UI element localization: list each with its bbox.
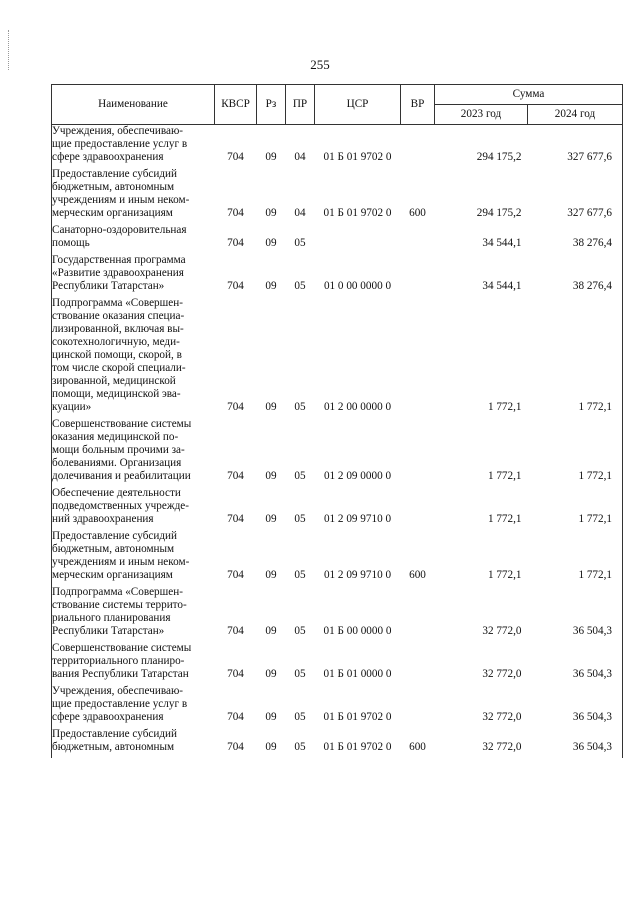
cell-name-line: Предоставление субсидий — [52, 168, 178, 180]
cell-tsr: 01 2 09 9710 0 — [323, 513, 392, 525]
cell-pr: 05 — [294, 401, 306, 413]
cell-name-line: Подпрограмма «Совершен- — [52, 297, 183, 309]
cell-rz: 09 — [265, 237, 277, 249]
table-row — [52, 254, 623, 297]
table-row — [52, 586, 623, 642]
cell-pr: 05 — [294, 470, 306, 482]
cell-vr — [401, 125, 435, 169]
cell-name-line: куации» — [52, 401, 92, 413]
cell-name-line: риального планирования — [52, 612, 171, 624]
page-number: 255 — [310, 57, 330, 72]
cell-tsr: 01 2 09 0000 0 — [323, 470, 392, 482]
cell-name-line: помощь — [52, 237, 90, 249]
cell-vr — [401, 487, 435, 530]
cell-name-line: Предоставление субсидий — [52, 728, 178, 740]
cell-kvsr: 704 — [227, 470, 244, 482]
cell-sum-2023: 1 772,1 — [487, 401, 522, 413]
cell-name-line: зированной, медицинской — [52, 375, 176, 387]
cell-tsr: 01 Б 01 9702 0 — [323, 711, 392, 723]
cell-vr: 600 — [409, 207, 426, 219]
cell-kvsr: 704 — [227, 513, 244, 525]
cell-vr — [401, 642, 435, 685]
cell-kvsr: 704 — [227, 625, 244, 637]
cell-name-line: вания Республики Татарстан — [52, 668, 189, 680]
table-header — [52, 85, 623, 125]
cell-kvsr: 704 — [227, 237, 244, 249]
col-header-vr: ВР — [401, 85, 435, 125]
cell-sum-2024: 36 504,3 — [528, 728, 623, 758]
table-row — [52, 728, 623, 758]
cell-name — [52, 530, 215, 586]
cell-vr — [401, 254, 435, 297]
cell-rz: 09 — [265, 513, 277, 525]
cell-kvsr: 704 — [227, 569, 244, 581]
cell-name-line: том числе скорой специали- — [52, 362, 186, 374]
cell-sum-2023: 1 772,1 — [487, 513, 522, 525]
cell-name — [52, 297, 215, 418]
cell-name — [52, 487, 215, 530]
cell-pr: 05 — [294, 237, 306, 249]
cell-pr: 05 — [294, 668, 306, 680]
cell-tsr: 01 2 00 0000 0 — [323, 401, 392, 413]
cell-name-line: Учреждения, обеспечиваю- — [52, 125, 184, 137]
cell-name-line: Учреждения, обеспечиваю- — [52, 685, 184, 697]
table-row — [52, 125, 623, 169]
col-header-sum: Сумма — [435, 85, 623, 105]
cell-pr: 04 — [294, 207, 306, 219]
cell-name-line: Обеспечение деятельности — [52, 487, 181, 499]
cell-sum-2024: 38 276,4 — [528, 224, 623, 254]
cell-name-line: Предоставление субсидий — [52, 530, 178, 542]
col-header-2024: 2024 год — [528, 105, 623, 125]
cell-name — [52, 728, 215, 758]
cell-name-line: долечивания и реабилитации — [52, 470, 191, 482]
cell-name-line: Совершенствование системы — [52, 418, 192, 430]
cell-name-line: бюджетным, автономным — [52, 741, 175, 753]
cell-pr: 04 — [294, 151, 306, 163]
cell-tsr: 01 Б 01 9702 0 — [323, 207, 392, 219]
col-header-rz: Рз — [257, 85, 286, 125]
cell-name-line: мощи больным прочими за- — [52, 444, 185, 456]
cell-name — [52, 418, 215, 487]
cell-name — [52, 586, 215, 642]
cell-rz: 09 — [265, 151, 277, 163]
cell-pr: 05 — [294, 569, 306, 581]
cell-rz: 09 — [265, 668, 277, 680]
cell-rz: 09 — [265, 280, 277, 292]
cell-sum-2024: 1 772,1 — [528, 487, 623, 530]
cell-kvsr: 704 — [227, 741, 244, 753]
cell-tsr: 01 Б 01 9702 0 — [323, 151, 392, 163]
cell-sum-2023: 294 175,2 — [476, 151, 522, 163]
cell-rz: 09 — [265, 741, 277, 753]
cell-tsr: 01 0 00 0000 0 — [323, 280, 392, 292]
table-row — [52, 487, 623, 530]
cell-name-line: Совершенствование системы — [52, 642, 192, 654]
cell-sum-2024: 1 772,1 — [528, 418, 623, 487]
cell-pr: 05 — [294, 741, 306, 753]
table-row — [52, 224, 623, 254]
cell-tsr: 01 Б 01 9702 0 — [323, 741, 392, 753]
cell-sum-2024: 38 276,4 — [528, 254, 623, 297]
cell-kvsr: 704 — [227, 280, 244, 292]
cell-vr: 600 — [409, 569, 426, 581]
cell-sum-2023: 1 772,1 — [487, 470, 522, 482]
cell-sum-2024: 1 772,1 — [528, 297, 623, 418]
cell-rz: 09 — [265, 207, 277, 219]
cell-rz: 09 — [265, 711, 277, 723]
cell-name-line: бюджетным, автономным — [52, 181, 175, 193]
cell-sum-2023: 32 772,0 — [482, 741, 522, 753]
cell-name-line: щие предоставление услуг в — [52, 698, 188, 710]
col-header-pr: ПР — [286, 85, 315, 125]
table-row — [52, 418, 623, 487]
table-row — [52, 642, 623, 685]
table-row — [52, 530, 623, 586]
cell-sum-2023: 1 772,1 — [487, 569, 522, 581]
cell-rz: 09 — [265, 625, 277, 637]
cell-tsr: 01 2 09 9710 0 — [323, 569, 392, 581]
cell-tsr: 01 Б 01 0000 0 — [323, 668, 392, 680]
table-row — [52, 685, 623, 728]
col-header-tsr: ЦСР — [315, 85, 401, 125]
cell-name-line: ний здравоохранения — [52, 513, 154, 525]
cell-kvsr: 704 — [227, 207, 244, 219]
cell-name — [52, 685, 215, 728]
cell-sum-2023: 34 544,1 — [482, 280, 522, 292]
cell-name-line: Подпрограмма «Совершен- — [52, 586, 183, 598]
cell-rz: 09 — [265, 569, 277, 581]
cell-name-line: ствование системы террито- — [52, 599, 187, 611]
cell-sum-2023: 32 772,0 — [482, 625, 522, 637]
cell-name-line: Санаторно-оздоровительная — [52, 224, 187, 236]
cell-vr — [401, 685, 435, 728]
cell-tsr: 01 Б 00 0000 0 — [323, 625, 392, 637]
cell-name-line: сфере здравоохранения — [52, 711, 164, 723]
cell-name-line: «Развитие здравоохранения — [52, 267, 184, 279]
cell-name-line: мерческим организациям — [52, 207, 173, 219]
cell-name-line: подведомственных учрежде- — [52, 500, 189, 512]
cell-vr — [401, 297, 435, 418]
cell-sum-2024: 36 504,3 — [528, 685, 623, 728]
cell-name-line: Республики Татарстан» — [52, 625, 165, 637]
cell-name — [52, 125, 215, 169]
cell-name-line: мерческим организациям — [52, 569, 173, 581]
cell-name-line: лизированной, включая вы- — [52, 323, 184, 335]
cell-name-line: учреждениям и иным неком- — [52, 194, 190, 206]
table-body — [52, 125, 623, 759]
cell-name-line: сфере здравоохранения — [52, 151, 164, 163]
col-header-name: Наименование — [52, 85, 215, 125]
cell-sum-2024: 36 504,3 — [528, 586, 623, 642]
cell-name — [52, 642, 215, 685]
cell-pr: 05 — [294, 711, 306, 723]
cell-name-line: болеваниями. Организация — [52, 457, 182, 469]
cell-pr: 05 — [294, 625, 306, 637]
cell-sum-2024: 36 504,3 — [528, 642, 623, 685]
cell-name-line: Государственная программа — [52, 254, 186, 266]
cell-vr — [401, 224, 435, 254]
cell-name-line: учреждениям и иным неком- — [52, 556, 190, 568]
cell-name-line: щие предоставление услуг в — [52, 138, 188, 150]
cell-vr — [401, 418, 435, 487]
table-row — [52, 297, 623, 418]
cell-sum-2024: 1 772,1 — [528, 530, 623, 586]
budget-table — [51, 84, 623, 758]
cell-name-line: сокотехнологичную, меди- — [52, 336, 180, 348]
cell-sum-2024: 327 677,6 — [528, 168, 623, 224]
table-row — [52, 168, 623, 224]
cell-kvsr: 704 — [227, 711, 244, 723]
cell-name-line: территориального планиро- — [52, 655, 185, 667]
cell-sum-2023: 294 175,2 — [476, 207, 522, 219]
cell-name-line: ствование оказания специа- — [52, 310, 185, 322]
cell-name — [52, 254, 215, 297]
cell-name — [52, 224, 215, 254]
cell-rz: 09 — [265, 470, 277, 482]
cell-name — [52, 168, 215, 224]
cell-name-line: помощи, медицинской эва- — [52, 388, 181, 400]
cell-kvsr: 704 — [227, 668, 244, 680]
cell-tsr — [315, 224, 401, 254]
cell-kvsr: 704 — [227, 401, 244, 413]
cell-kvsr: 704 — [227, 151, 244, 163]
cell-sum-2023: 34 544,1 — [482, 237, 522, 249]
cell-sum-2023: 32 772,0 — [482, 711, 522, 723]
cell-pr: 05 — [294, 280, 306, 292]
cell-vr: 600 — [409, 741, 426, 753]
col-header-kvsr: КВСР — [215, 85, 257, 125]
cell-sum-2023: 32 772,0 — [482, 668, 522, 680]
cell-vr — [401, 586, 435, 642]
cell-rz: 09 — [265, 401, 277, 413]
cell-name-line: цинской помощи, скорой, в — [52, 349, 182, 361]
col-header-2023: 2023 год — [435, 105, 528, 125]
cell-sum-2024: 327 677,6 — [528, 125, 623, 169]
cell-name-line: оказания медицинской по- — [52, 431, 179, 443]
cell-name-line: Республики Татарстан» — [52, 280, 165, 292]
cell-pr: 05 — [294, 513, 306, 525]
cell-name-line: бюджетным, автономным — [52, 543, 175, 555]
